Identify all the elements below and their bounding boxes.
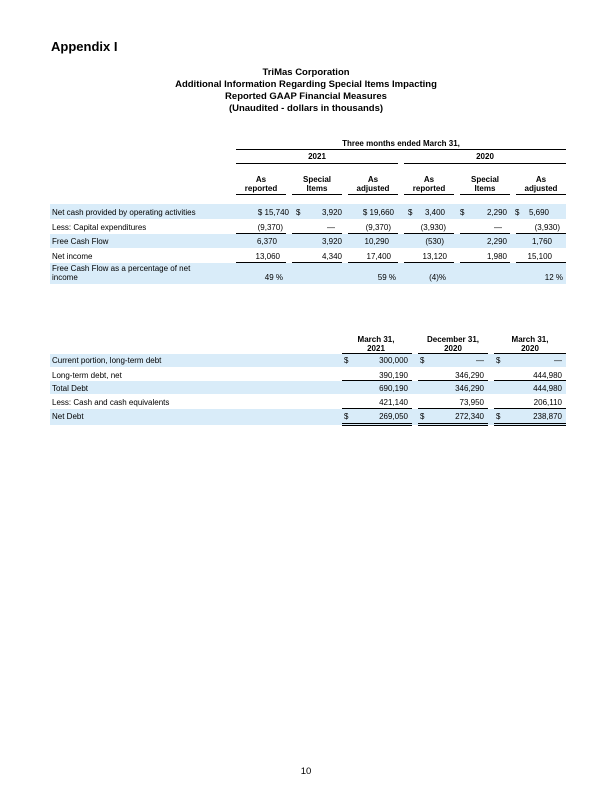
divider bbox=[516, 194, 566, 195]
divider bbox=[342, 380, 412, 381]
col-header-as-reported-2020: As reported bbox=[412, 175, 446, 193]
cell: 73,950 bbox=[459, 398, 484, 407]
divider bbox=[418, 380, 488, 381]
cell: 3,920 bbox=[321, 208, 342, 217]
cell: $ bbox=[460, 208, 465, 217]
cell: 10,290 bbox=[364, 237, 389, 246]
divider bbox=[342, 408, 412, 409]
cell: 2,290 bbox=[486, 208, 507, 217]
company-name: TriMas Corporation bbox=[262, 67, 350, 78]
row-label: Net Debt bbox=[52, 412, 84, 421]
cell: (3,930) bbox=[534, 223, 560, 232]
col-header-mar-2020: March 31, 2020 bbox=[511, 335, 549, 353]
page-number: 10 bbox=[300, 766, 312, 777]
divider bbox=[494, 408, 566, 409]
divider bbox=[292, 262, 342, 263]
divider bbox=[418, 425, 488, 426]
title-line-2: Additional Information Regarding Special Items Impacting bbox=[175, 79, 437, 90]
divider bbox=[348, 194, 398, 195]
row-label: Less: Cash and cash equivalents bbox=[52, 398, 170, 407]
cell: $ bbox=[344, 412, 349, 421]
cell: (3,930) bbox=[420, 223, 446, 232]
cell: $ bbox=[296, 208, 301, 217]
title-line-3: Reported GAAP Financial Measures bbox=[225, 91, 387, 102]
divider bbox=[342, 425, 412, 426]
appendix-heading: Appendix I bbox=[51, 39, 118, 54]
divider bbox=[418, 423, 488, 424]
divider bbox=[460, 233, 510, 234]
cell: — bbox=[327, 223, 335, 232]
col-header-dec-2020: December 31, 2020 bbox=[426, 335, 480, 353]
cell: 59 % bbox=[377, 273, 396, 282]
divider bbox=[494, 380, 566, 381]
cell: $ bbox=[496, 356, 501, 365]
cell: 4,340 bbox=[321, 252, 342, 261]
cell: 346,290 bbox=[455, 384, 484, 393]
divider bbox=[292, 194, 342, 195]
row-label: Net cash provided by operating activities bbox=[52, 208, 196, 217]
divider bbox=[348, 233, 398, 234]
row-label: Net income bbox=[52, 252, 93, 261]
cell: $ bbox=[344, 356, 349, 365]
year-2021-header: 2021 bbox=[308, 152, 326, 161]
divider bbox=[460, 194, 510, 195]
col-header-mar-2021: March 31, 2021 bbox=[357, 335, 395, 353]
cell: 206,110 bbox=[533, 398, 562, 407]
cell: 15,100 bbox=[527, 252, 552, 261]
cell: (530) bbox=[425, 237, 444, 246]
cell: — bbox=[554, 356, 562, 365]
cell: 2,290 bbox=[486, 237, 507, 246]
divider bbox=[494, 425, 566, 426]
row-label: Free Cash Flow bbox=[52, 237, 109, 246]
cell: 300,000 bbox=[379, 356, 408, 365]
col-header-as-adjusted-2020: As adjusted bbox=[524, 175, 558, 193]
col-header-as-adjusted-2021: As adjusted bbox=[356, 175, 390, 193]
divider bbox=[516, 262, 566, 263]
row-label: Current portion, long-term debt bbox=[52, 356, 162, 365]
cell: 6,370 bbox=[256, 237, 277, 246]
cell: $ bbox=[420, 356, 425, 365]
col-header-special-items-2021: Special Items bbox=[302, 175, 331, 193]
row-label: Long-term debt, net bbox=[52, 371, 122, 380]
row-label: Free Cash Flow as a percentage of net bbox=[52, 264, 191, 273]
divider bbox=[236, 262, 286, 263]
cell: (9,370) bbox=[365, 223, 391, 232]
cell: 5,690 bbox=[528, 208, 549, 217]
cell: 12 % bbox=[544, 273, 563, 282]
cell: 1,980 bbox=[486, 252, 507, 261]
cell: $ bbox=[496, 412, 501, 421]
divider bbox=[418, 408, 488, 409]
cell: 390,190 bbox=[379, 371, 408, 380]
period-header: Three months ended March 31, bbox=[342, 139, 460, 148]
divider bbox=[516, 233, 566, 234]
cell: (4)% bbox=[429, 273, 446, 282]
divider bbox=[236, 163, 398, 164]
cell: (9,370) bbox=[257, 223, 283, 232]
cell: $ bbox=[408, 208, 413, 217]
cell: $ 19,660 bbox=[362, 208, 394, 217]
row-label: Total Debt bbox=[52, 384, 89, 393]
divider bbox=[292, 233, 342, 234]
cell: 272,340 bbox=[455, 412, 484, 421]
cell: 444,980 bbox=[533, 384, 562, 393]
cell: — bbox=[494, 223, 502, 232]
cell: 3,400 bbox=[424, 208, 445, 217]
divider bbox=[404, 194, 454, 195]
cell: 421,140 bbox=[379, 398, 408, 407]
cell: 49 % bbox=[264, 273, 283, 282]
cell: 17,400 bbox=[366, 252, 391, 261]
col-header-as-reported-2021: As reported bbox=[244, 175, 278, 193]
cell: 13,120 bbox=[422, 252, 447, 261]
col-header-special-items-2020: Special Items bbox=[470, 175, 499, 193]
cell: $ bbox=[515, 208, 520, 217]
divider bbox=[404, 233, 454, 234]
divider bbox=[236, 149, 566, 150]
cell: $ bbox=[420, 412, 425, 421]
cell: 346,290 bbox=[455, 371, 484, 380]
cell: 690,190 bbox=[379, 384, 408, 393]
cell: $ 15,740 bbox=[257, 208, 289, 217]
row-label: Less: Capital expenditures bbox=[52, 223, 147, 232]
divider bbox=[348, 262, 398, 263]
row-band bbox=[50, 409, 566, 425]
row-band bbox=[50, 381, 566, 394]
divider bbox=[404, 262, 454, 263]
cell: 1,760 bbox=[531, 237, 552, 246]
cell: 238,870 bbox=[533, 412, 562, 421]
cell: 269,050 bbox=[379, 412, 408, 421]
divider bbox=[236, 233, 286, 234]
divider bbox=[494, 423, 566, 424]
divider bbox=[236, 194, 286, 195]
cell: 13,060 bbox=[255, 252, 280, 261]
divider bbox=[342, 423, 412, 424]
cell: 444,980 bbox=[533, 371, 562, 380]
cell: — bbox=[476, 356, 484, 365]
title-line-4: (Unaudited - dollars in thousands) bbox=[228, 103, 384, 114]
cell: 3,920 bbox=[321, 237, 342, 246]
divider bbox=[404, 163, 566, 164]
year-2020-header: 2020 bbox=[476, 152, 494, 161]
row-label-cont: income bbox=[52, 273, 78, 282]
divider bbox=[460, 262, 510, 263]
